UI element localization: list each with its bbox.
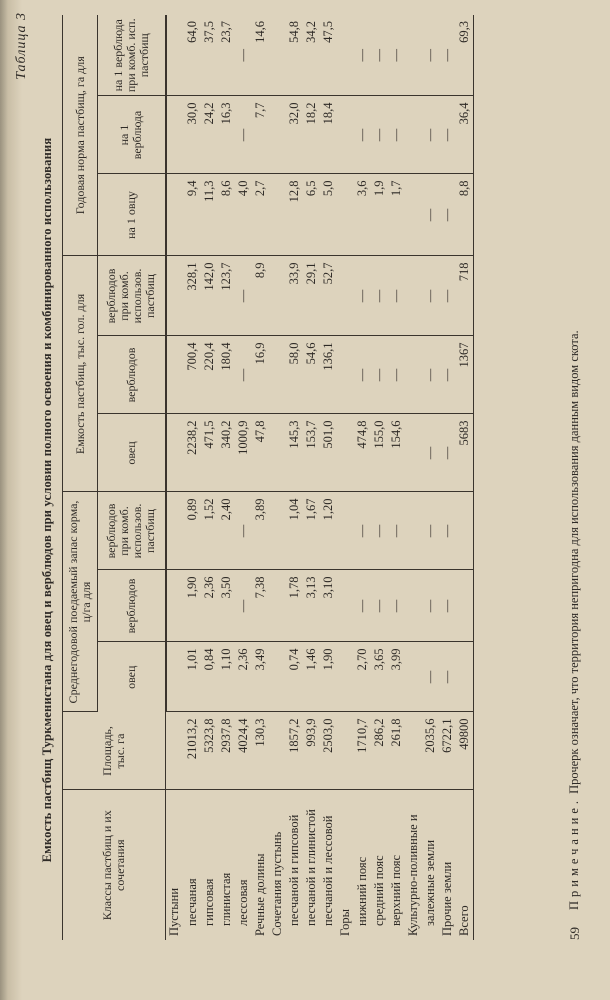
table-cell: [166, 15, 184, 96]
header-norm-group: Годовая норма пастбищ, га для: [63, 15, 98, 256]
table-row: [269, 15, 286, 940]
table-row: [184, 15, 201, 940]
table-cell: [456, 570, 474, 642]
table-cell: [166, 492, 184, 570]
table-cell: [456, 492, 474, 570]
table-cell: [269, 96, 286, 174]
row-label: нижний пояс: [354, 856, 369, 926]
row-label: верхний пояс: [388, 854, 403, 926]
table-cell: [456, 642, 474, 712]
table-cell: [337, 174, 354, 256]
row-label: Всего: [456, 790, 474, 940]
table-cell: [269, 256, 286, 336]
table-cell: 1,90: [184, 570, 201, 642]
table-row: [252, 15, 269, 940]
table-cell: [337, 492, 354, 570]
table-cell: 340,2: [218, 414, 235, 492]
table-cell: —: [235, 96, 252, 174]
row-label: Культурно-поливные и: [405, 814, 420, 936]
table-cell: 5323,8: [201, 712, 218, 790]
table-row: [235, 15, 252, 940]
table-cell: —: [439, 492, 456, 570]
table-cell: 1,04: [286, 492, 303, 570]
table-cell: [337, 15, 354, 96]
table-cell: —: [388, 96, 405, 174]
table-cell: 1,78: [286, 570, 303, 642]
table-cell: 8,9: [252, 256, 269, 336]
table-cell: —: [354, 336, 371, 414]
table-cell: 180,4: [218, 336, 235, 414]
row-label: песчаная: [184, 878, 199, 926]
row-label: глинистая: [218, 872, 233, 926]
table-note: [567, 330, 582, 910]
row-label: Пустыни: [167, 887, 182, 936]
table-cell: 49800: [456, 712, 474, 790]
table-cell: 11,3: [201, 174, 218, 256]
table-cell: 4024,4: [235, 712, 252, 790]
table-cell: 3,6: [354, 174, 371, 256]
table-cell: —: [439, 15, 456, 96]
table-cell: 8,6: [218, 174, 235, 256]
table-cell: 3,89: [252, 492, 269, 570]
table-cell: [337, 712, 354, 790]
table-cell: 14,6: [252, 15, 269, 96]
table-cell: 1,46: [303, 642, 320, 712]
header-area: Площадь, тыс. га: [63, 712, 166, 790]
header-norm-sheep: на 1 овцу: [98, 174, 166, 256]
table-cell: —: [388, 15, 405, 96]
table-cell: 30,0: [184, 96, 201, 174]
header-feed-camels: верблюдов: [98, 570, 166, 642]
table-cell: 1000,9: [235, 414, 252, 492]
table-cell: —: [388, 336, 405, 414]
table-cell: 130,3: [252, 712, 269, 790]
table-cell: 5,0: [320, 174, 337, 256]
table-cell: [166, 414, 184, 492]
header-norm-camel: на 1 верблюда: [98, 96, 166, 174]
table-cell: [337, 414, 354, 492]
table-row: [286, 15, 303, 940]
row-label: гипсовая: [201, 878, 216, 926]
table-cell: [405, 492, 422, 570]
table-cell: —: [354, 570, 371, 642]
table-cell: 1,67: [303, 492, 320, 570]
table-cell: —: [354, 15, 371, 96]
row-label: песчаной и глинистой: [303, 809, 318, 926]
table-cell: 328,1: [184, 256, 201, 336]
header-feed-group: Среднегодовой поедаемый запас корма, ц/га для: [63, 492, 98, 712]
table-cell: 16,3: [218, 96, 235, 174]
header-norm-camel-comb: на 1 верблюда при комб. исп. пастбищ: [98, 15, 166, 96]
table-cell: [269, 414, 286, 492]
table-cell: [166, 174, 184, 256]
table-cell: 64,0: [184, 15, 201, 96]
table-cell: 2937,8: [218, 712, 235, 790]
note-text: Прочерк означает, что территория непригодна для использования данным видом скота.: [567, 330, 581, 794]
table-row: [303, 15, 320, 940]
table-cell: —: [235, 256, 252, 336]
table-cell: 3,13: [303, 570, 320, 642]
table-cell: 471,5: [201, 414, 218, 492]
table-row: [371, 15, 388, 940]
table-cell: 0,84: [201, 642, 218, 712]
table-cell: 52,7: [320, 256, 337, 336]
table-cell: —: [371, 336, 388, 414]
table-cell: 24,2: [201, 96, 218, 174]
table-cell: 23,7: [218, 15, 235, 96]
table-cell: 4,0: [235, 174, 252, 256]
table-cell: [269, 570, 286, 642]
table-cell: 1,7: [388, 174, 405, 256]
table-cell: 6,5: [303, 174, 320, 256]
table-row: [422, 15, 439, 940]
table-row: [354, 15, 371, 940]
table-cell: 9,4: [184, 174, 201, 256]
table-cell: 8,8: [456, 174, 474, 256]
table-cell: [269, 336, 286, 414]
table-cell: 993,9: [303, 712, 320, 790]
table-cell: —: [422, 642, 439, 712]
table-cell: 700,4: [184, 336, 201, 414]
table-cell: —: [422, 174, 439, 256]
table-cell: 718: [456, 256, 474, 336]
table-cell: 2035,6: [422, 712, 439, 790]
table-cell: 16,9: [252, 336, 269, 414]
table-cell: —: [354, 256, 371, 336]
table-cell: 3,49: [252, 642, 269, 712]
table-cell: [337, 256, 354, 336]
table-cell: [405, 256, 422, 336]
table-cell: —: [439, 96, 456, 174]
header-cap-camels-comb: верблюдов при комб. использов. пастбищ: [98, 256, 166, 336]
table-row: [218, 15, 235, 940]
table-cell: [405, 96, 422, 174]
table-cell: [269, 712, 286, 790]
table-cell: 18,4: [320, 96, 337, 174]
table-cell: 0,74: [286, 642, 303, 712]
table-cell: 18,2: [303, 96, 320, 174]
row-label: Сочетания пустынь: [269, 831, 284, 936]
table-cell: —: [439, 174, 456, 256]
table-cell: —: [439, 570, 456, 642]
table-cell: 47,8: [252, 414, 269, 492]
table-cell: [337, 96, 354, 174]
table-cell: 2,70: [354, 642, 371, 712]
table-cell: 286,2: [371, 712, 388, 790]
table-cell: 69,3: [456, 15, 474, 96]
table-cell: —: [422, 96, 439, 174]
table-cell: —: [422, 492, 439, 570]
table-cell: 153,7: [303, 414, 320, 492]
table-cell: 123,7: [218, 256, 235, 336]
table-cell: 154,6: [388, 414, 405, 492]
table-cell: [166, 570, 184, 642]
table-cell: 2,36: [201, 570, 218, 642]
header-feed-sheep: овец: [98, 642, 166, 712]
table-cell: [405, 174, 422, 256]
table-cell: 1,52: [201, 492, 218, 570]
table-cell: 1,90: [320, 642, 337, 712]
table-cell: —: [371, 96, 388, 174]
table-cell: 155,0: [371, 414, 388, 492]
header-cap-camels: верблюдов: [98, 336, 166, 414]
table-cell: 2,40: [218, 492, 235, 570]
table-cell: [269, 492, 286, 570]
table-cell: 1367: [456, 336, 474, 414]
table-cell: [405, 414, 422, 492]
table-cell: 12,8: [286, 174, 303, 256]
table-cell: —: [422, 336, 439, 414]
row-label: лессовая: [235, 879, 250, 926]
table-cell: 47,5: [320, 15, 337, 96]
table-cell: —: [371, 256, 388, 336]
table-cell: 32,0: [286, 96, 303, 174]
table-cell: [269, 174, 286, 256]
table-cell: 6722,1: [439, 712, 456, 790]
table-cell: —: [439, 336, 456, 414]
page-number: 59: [567, 927, 582, 940]
table-cell: 1,9: [371, 174, 388, 256]
table-cell: [405, 15, 422, 96]
table-cell: [166, 96, 184, 174]
table-cell: —: [388, 256, 405, 336]
table-row: [439, 15, 456, 940]
table-cell: 3,65: [371, 642, 388, 712]
table-body: [166, 15, 474, 940]
pasture-capacity-table: [62, 15, 474, 940]
table-cell: 1,10: [218, 642, 235, 712]
table-cell: —: [354, 96, 371, 174]
table-cell: —: [439, 256, 456, 336]
row-label: Горы: [337, 908, 352, 936]
header-capacity-group: Емкость пастбищ, тыс. гол. для: [63, 256, 98, 492]
table-row: [166, 15, 184, 940]
table-cell: 54,6: [303, 336, 320, 414]
table-cell: 3,10: [320, 570, 337, 642]
table-cell: [337, 336, 354, 414]
table-cell: 220,4: [201, 336, 218, 414]
header-feed-camels-comb: верблюдов при комб. использов. пастбищ: [98, 492, 166, 570]
table-cell: 54,8: [286, 15, 303, 96]
table-cell: 34,2: [303, 15, 320, 96]
table-cell: —: [439, 414, 456, 492]
table-cell: [405, 642, 422, 712]
table-cell: [337, 642, 354, 712]
table-cell: 2238,2: [184, 414, 201, 492]
table-cell: [166, 256, 184, 336]
table-cell: [405, 336, 422, 414]
table-cell: 2,7: [252, 174, 269, 256]
table-cell: 1710,7: [354, 712, 371, 790]
table-cell: 474,8: [354, 414, 371, 492]
header-class: Классы пастбищ и их сочетания: [63, 790, 166, 940]
table-cell: [405, 712, 422, 790]
table-cell: 145,3: [286, 414, 303, 492]
table-cell: —: [439, 642, 456, 712]
table-cell: 1,20: [320, 492, 337, 570]
table-cell: —: [235, 15, 252, 96]
table-cell: [269, 15, 286, 96]
table-cell: —: [422, 414, 439, 492]
table-cell: —: [422, 15, 439, 96]
table-cell: —: [235, 492, 252, 570]
table-cell: 5683: [456, 414, 474, 492]
table-cell: [269, 642, 286, 712]
table-cell: [166, 642, 184, 712]
table-cell: 501,0: [320, 414, 337, 492]
table-cell: —: [388, 570, 405, 642]
table-cell: [166, 712, 184, 790]
table-cell: 33,9: [286, 256, 303, 336]
table-cell: 136,1: [320, 336, 337, 414]
table-cell: 21013,2: [184, 712, 201, 790]
table-cell: 261,8: [388, 712, 405, 790]
row-label: песчаной и гипсовой: [286, 814, 301, 926]
note-label: Примечание.: [567, 796, 581, 910]
header-cap-sheep: овец: [98, 414, 166, 492]
table-cell: 58,0: [286, 336, 303, 414]
table-cell: 7,38: [252, 570, 269, 642]
table-cell: —: [371, 15, 388, 96]
table-row: [201, 15, 218, 940]
table-cell: —: [371, 570, 388, 642]
table-row: [405, 15, 422, 940]
table-cell: 2503,0: [320, 712, 337, 790]
table-cell: 7,7: [252, 96, 269, 174]
table-cell: —: [422, 570, 439, 642]
row-label: песчаной и лессовой: [320, 815, 335, 926]
table-row: [456, 15, 474, 940]
table-cell: —: [235, 570, 252, 642]
table-cell: —: [422, 256, 439, 336]
table-cell: 0,89: [184, 492, 201, 570]
table-cell: 1857,2: [286, 712, 303, 790]
table-title: Емкость пастбищ Туркменистана для овец и верблюдов при условии полного освоения и комбинированного использования: [40, 137, 54, 863]
table-cell: 3,99: [388, 642, 405, 712]
table-row: [388, 15, 405, 940]
table-cell: 29,1: [303, 256, 320, 336]
row-label: средний пояс: [371, 855, 386, 926]
table-row: [337, 15, 354, 940]
table-cell: —: [354, 492, 371, 570]
table-cell: 1,01: [184, 642, 201, 712]
table-cell: 37,5: [201, 15, 218, 96]
table-cell: 2,36: [235, 642, 252, 712]
row-label: Прочие земли: [439, 861, 454, 936]
row-label: Речные долины: [252, 853, 267, 936]
table-cell: —: [235, 336, 252, 414]
row-label: залежные земли: [422, 839, 437, 926]
table-cell: —: [388, 492, 405, 570]
table-cell: 3,50: [218, 570, 235, 642]
table-cell: [405, 570, 422, 642]
table-number: Таблица 3: [14, 12, 29, 80]
table-cell: —: [371, 492, 388, 570]
table-cell: 36,4: [456, 96, 474, 174]
table-cell: [337, 570, 354, 642]
table-row: [320, 15, 337, 940]
table-cell: [166, 336, 184, 414]
table-cell: 142,0: [201, 256, 218, 336]
